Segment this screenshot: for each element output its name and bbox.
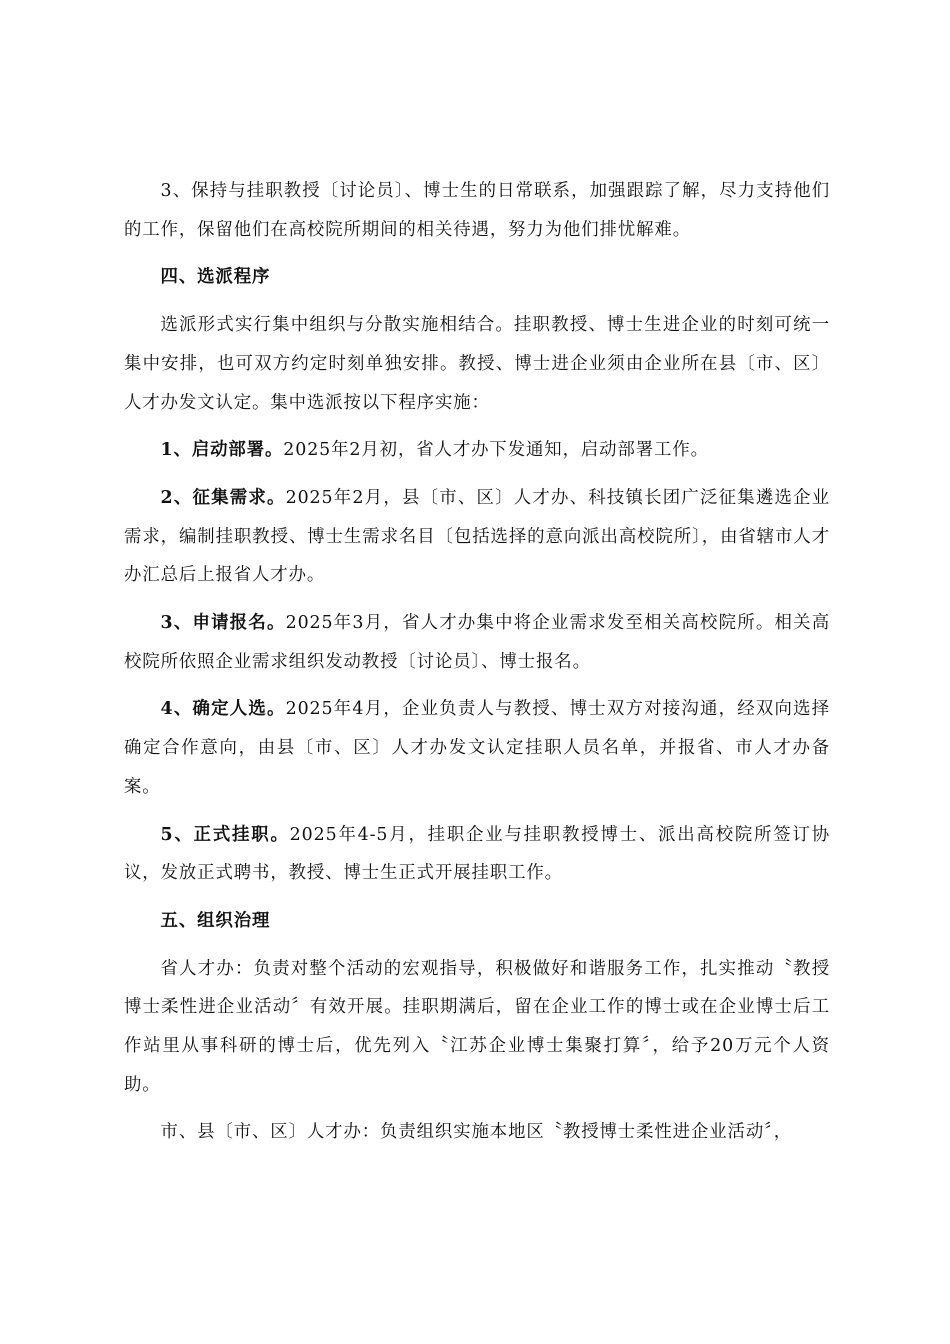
- paragraph-selection-form: 选派形式实行集中组织与分散实施相结合。挂职教授、博士生进企业的时刻可统一集中安排，也可双方约定时刻单独安排。教授、博士进企业须由企业所在县〔市、区〕人才办发文认定。集中选派按以下程序实施：: [124, 315, 830, 413]
- role-text: 负责对整个活动的宏观指导，积极做好和谐服务工作，扎实推动〝教授博士柔性进企业活动〞有效开展。挂职期满后，留在企业工作的博士或在企业博士后工作站里从事科研的博士后，优先列入〝江苏企业博士集聚打算〞，给予20万元个人资助。: [124, 958, 830, 1095]
- step-title: 4、确定人选。: [160, 699, 286, 720]
- step-formal-post: [124, 816, 830, 893]
- step-title: 5、正式挂职。: [160, 824, 290, 845]
- step-title: 2、征集需求。: [160, 487, 286, 508]
- section-heading-selection-procedure: 四、选派程序: [160, 267, 271, 288]
- step-text: 2025年4月，企业负责人与教授、博士双方对接沟通，经双向选择确定合作意向，由县〔市、区〕人才办发文认定挂职人员名单，并报省、市人才办备案。: [124, 699, 830, 797]
- step-apply: [124, 604, 830, 681]
- paragraph-city-county-office: [124, 1113, 830, 1152]
- role-text: 负责组织实施本地区〝教授博士柔性进企业活动〞，: [380, 1122, 793, 1143]
- step-collect-needs: [124, 479, 830, 595]
- section-heading-organization: 五、组织治理: [160, 910, 271, 931]
- role-label: 市、县〔市、区〕人才办：: [160, 1122, 381, 1143]
- role-label: 省人才办：: [160, 958, 254, 979]
- paragraph-support-contact: 3、保持与挂职教授〔讨论员〕、博士生的日常联系，加强跟踪了解，尽力支持他们的工作，保留他们在高校院所期间的相关待遇，努力为他们排忧解难。: [124, 181, 830, 240]
- step-text: 2025年2月初，省人才办下发通知，启动部署工作。: [283, 440, 709, 461]
- paragraph-provincial-office: [124, 950, 830, 1105]
- step-text: 2025年2月，县〔市、区〕人才办、科技镇长团广泛征集遴选企业需求，编制挂职教授、博士生需求名目〔包括选择的意向派出高校院所〕，由省辖市人才办汇总后上报省人才办。: [124, 487, 830, 586]
- step-title: 1、启动部署。: [160, 440, 284, 461]
- step-title: 3、申请报名。: [160, 613, 286, 634]
- step-text: 2025年3月，省人才办集中将企业需求发至相关高校院所。相关高校院所依照企业需求组织发动教授〔讨论员〕、博士报名。: [124, 613, 830, 672]
- step-confirm-candidates: [124, 690, 830, 806]
- document-body: [124, 172, 830, 1161]
- step-text: 2025年4-5月，挂职企业与挂职教授博士、派出高校院所签订协议，发放正式聘书，教授、博士生正式开展挂职工作。: [124, 824, 831, 884]
- step-launch: [124, 431, 830, 470]
